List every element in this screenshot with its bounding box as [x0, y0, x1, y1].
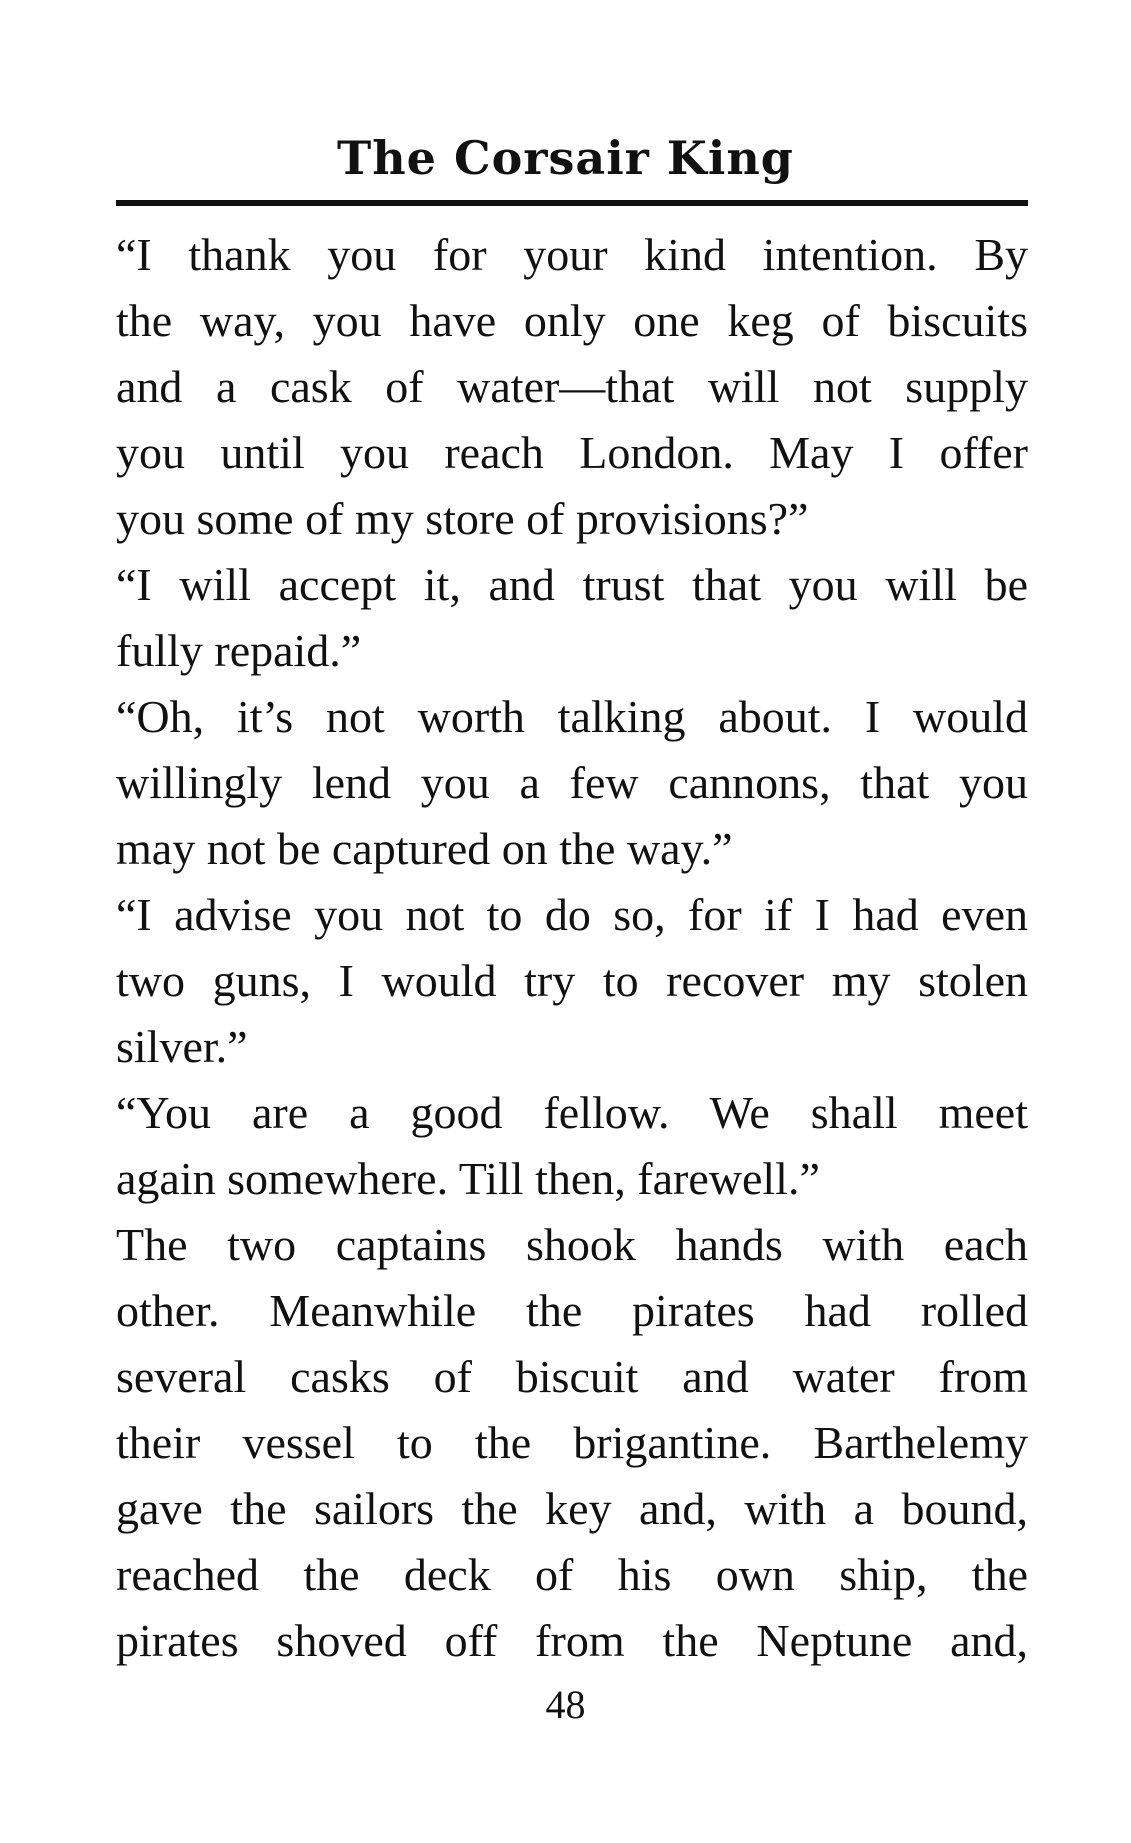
text-line: “I advise you not to do so, for if I had even: [116, 889, 1028, 940]
text-line: willingly lend you a few cannons, that you: [116, 757, 1028, 808]
text-line: The two captains shook hands with each: [116, 1219, 1028, 1270]
text-line: you until you reach London. May I offer: [116, 427, 1028, 478]
text-line: fully repaid.”: [116, 625, 362, 676]
page-number: 48: [545, 1682, 586, 1727]
text-line: several casks of biscuit and water from: [116, 1351, 1028, 1402]
text-line: “I thank you for your kind intention. By: [116, 229, 1028, 280]
text-line: silver.”: [116, 1021, 248, 1072]
text-line: gave the sailors the key and, with a bound,: [116, 1483, 1028, 1534]
text-line: the way, you have only one keg of biscuits: [116, 295, 1028, 346]
running-head-title: The Corsair King: [337, 131, 794, 185]
text-line: pirates shoved off from the Neptune and,: [116, 1615, 1028, 1666]
text-line: their vessel to the brigantine. Barthelemy: [116, 1417, 1028, 1468]
text-line: “I will accept it, and trust that you will be: [116, 559, 1028, 610]
text-line: “You are a good fellow. We shall meet: [116, 1087, 1028, 1138]
text-line: and a cask of water—that will not supply: [116, 361, 1028, 412]
header-rule: [116, 200, 1028, 206]
text-line: other. Meanwhile the pirates had rolled: [116, 1285, 1028, 1336]
text-line: reached the deck of his own ship, the: [116, 1549, 1028, 1600]
body-text: [116, 222, 1028, 1674]
text-line: may not be captured on the way.”: [116, 823, 733, 874]
text-line: two guns, I would try to recover my stolen: [116, 955, 1028, 1006]
text-line: again somewhere. Till then, farewell.”: [116, 1153, 820, 1204]
text-line: you some of my store of provisions?”: [116, 493, 809, 544]
text-line: “Oh, it’s not worth talking about. I would: [116, 691, 1028, 742]
